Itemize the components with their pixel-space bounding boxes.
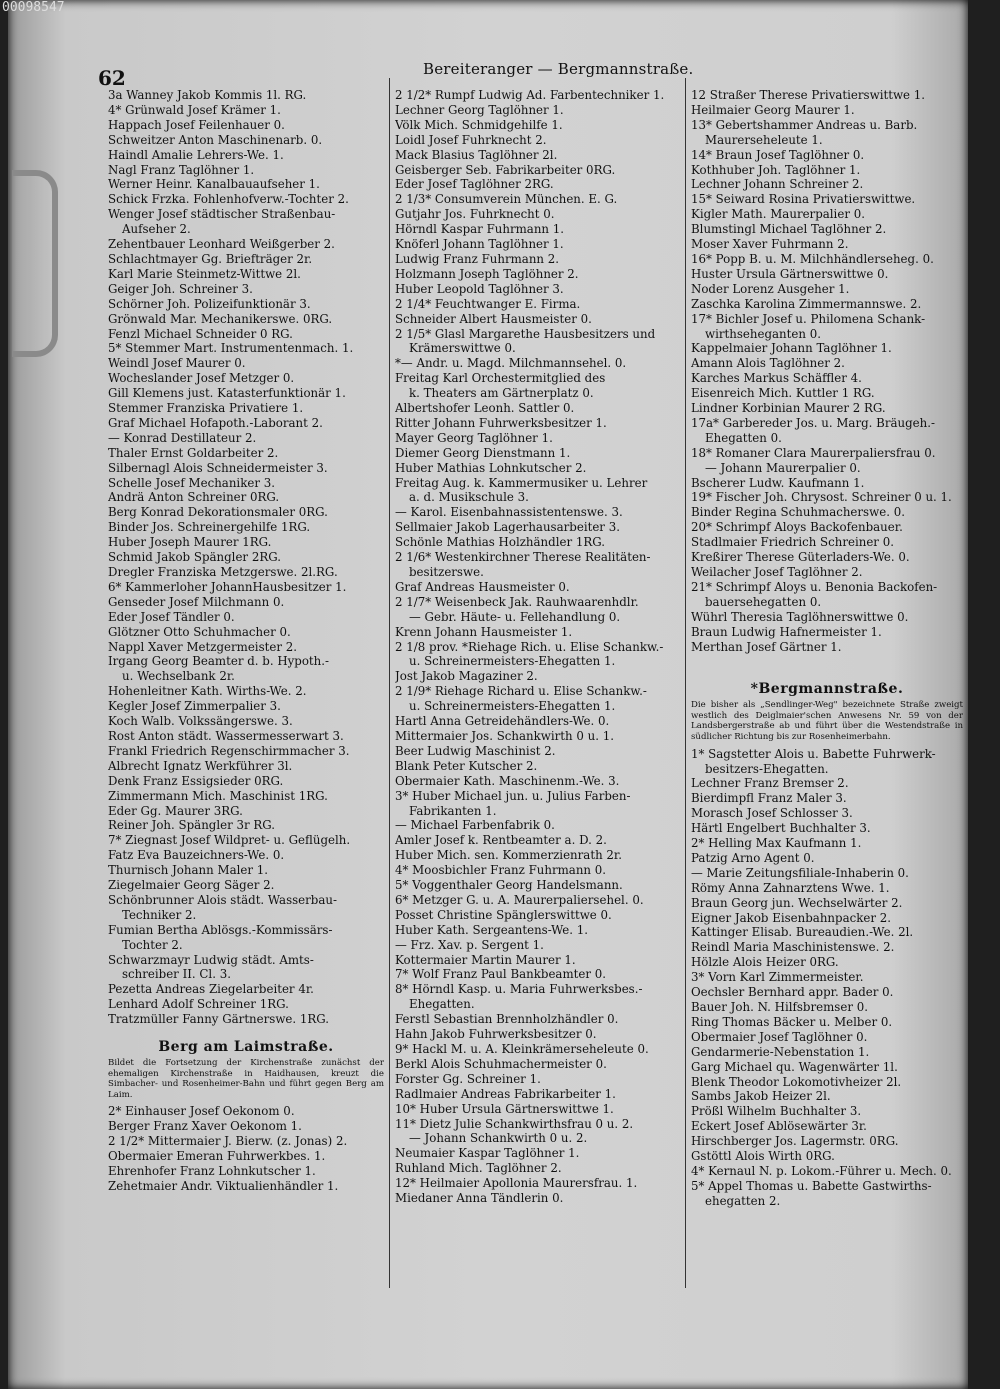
directory-entry: Genseder Josef Milchmann 0. xyxy=(108,594,285,609)
column-left-entries xyxy=(108,88,384,1027)
directory-entry: Schönle Mathias Holzhändler 1RG. xyxy=(395,535,605,550)
directory-entry: Völk Mich. Schmidgehilfe 1. xyxy=(395,117,563,132)
directory-entry: Fatz Eva Bauzeichners-We. 0. xyxy=(108,848,285,863)
directory-entry: Wocheslander Josef Metzger 0. xyxy=(108,371,295,386)
directory-entry: Schlachtmayer Gg. Briefträger 2r. xyxy=(108,251,313,266)
directory-entry: 20* Schrimpf Aloys Backofenbauer. xyxy=(691,520,903,535)
directory-entry: Eisenreich Mich. Kuttler 1 RG. xyxy=(691,386,875,401)
directory-entry: 2 1/2* Rumpf Ludwig Ad. Farbentechniker 1. xyxy=(395,88,665,102)
directory-entry: Huber Kath. Sergeantens-We. 1. xyxy=(395,922,588,937)
directory-entry: Denk Franz Essigsieder 0RG. xyxy=(108,773,284,788)
directory-entry: 16* Popp B. u. M. Milchhändlerseheg. 0. xyxy=(691,251,934,266)
directory-entry: Diemer Georg Dienstmann 1. xyxy=(395,445,571,460)
scanned-page xyxy=(8,0,968,1389)
directory-entry: Blenk Theodor Lokomotivheizer 2l. xyxy=(691,1074,902,1089)
running-head: Bereiteranger — Bergmannstraße. xyxy=(423,60,694,78)
directory-entry: Schneider Albert Hausmeister 0. xyxy=(395,311,592,326)
directory-entry: Binder Jos. Schreinergehilfe 1RG. xyxy=(108,520,311,535)
directory-entry: k. Theaters am Gärtnerplatz 0. xyxy=(409,386,594,401)
directory-entry: Obermaier Emeran Fuhrwerkbes. 1. xyxy=(108,1149,326,1164)
directory-entry: Huber Leopold Taglöhner 3. xyxy=(395,281,564,296)
directory-entry: a. d. Musikschule 3. xyxy=(409,490,529,505)
directory-entry: Koch Walb. Volkssängerswe. 3. xyxy=(108,714,293,729)
directory-entry: 12* Heilmaier Apollonia Maurersfrau. 1. xyxy=(395,1176,638,1191)
directory-entry: 5* Stemmer Mart. Instrumentenmach. 1. xyxy=(108,341,354,356)
directory-entry: Merthan Josef Gärtner 1. xyxy=(691,639,842,654)
directory-entry: Gstöttl Alois Wirth 0RG. xyxy=(691,1149,835,1164)
directory-entry: Schörner Joh. Polizeifunktionär 3. xyxy=(108,296,311,311)
directory-entry: — Gebr. Häute- u. Fellehandlung 0. xyxy=(409,609,621,624)
directory-entry: Ritter Johann Fuhrwerksbesitzer 1. xyxy=(395,415,607,430)
directory-entry: Schönbrunner Alois städt. Wasserbau- xyxy=(108,892,337,907)
directory-entry: Ring Thomas Bäcker u. Melber 0. xyxy=(691,1014,893,1029)
column-left-street-entries xyxy=(108,1104,384,1193)
directory-entry: 1* Sagstetter Alois u. Babette Fuhrwerk- xyxy=(691,746,936,761)
street-heading-bergmannstrasse: *Bergmannstraße. xyxy=(750,681,904,698)
directory-entry: 4* Kernaul N. p. Lokom.-Führer u. Mech. 0. xyxy=(691,1163,952,1178)
directory-entry: Zaschka Karolina Zimmermannswe. 2. xyxy=(691,296,922,311)
directory-entry: Lechner Georg Taglöhner 1. xyxy=(395,102,564,117)
directory-entry: 8* Hörndl Kasp. u. Maria Fuhrwerksbes.- xyxy=(395,982,643,997)
scan-corner-code: 00098547 xyxy=(2,0,65,15)
directory-entry: Ehrenhofer Franz Lohnkutscher 1. xyxy=(108,1164,316,1178)
directory-entry: 4* Moosbichler Franz Fuhrmann 0. xyxy=(395,863,607,878)
directory-entry: Hirschberger Jos. Lagermstr. 0RG. xyxy=(691,1134,899,1149)
directory-entry: Hörndl Kaspar Fuhrmann 1. xyxy=(395,222,565,237)
directory-entry: Karl Marie Steinmetz-Wittwe 2l. xyxy=(108,266,301,281)
directory-entry: Dregler Franziska Metzgerswe. 2l.RG. xyxy=(108,565,338,579)
directory-entry: 4* Grünwald Josef Krämer 1. xyxy=(108,102,281,117)
street-heading-berg-am-laim: Berg am Laimstraße. xyxy=(158,1039,334,1056)
directory-entry: Amann Alois Taglöhner 2. xyxy=(691,356,845,371)
paper-clip xyxy=(12,170,58,357)
directory-entry: Maurerseheleute 1. xyxy=(705,132,823,147)
directory-entry: Ziegelmaier Georg Säger 2. xyxy=(108,878,275,893)
directory-entry: — Konrad Destillateur 2. xyxy=(108,430,257,445)
directory-entry: Fumian Bertha Ablösgs.-Kommissärs- xyxy=(108,922,333,937)
directory-entry: Lechner Johann Schreiner 2. xyxy=(691,177,864,192)
directory-entry: — Johann Maurerpalier 0. xyxy=(705,460,861,475)
directory-entry: Römy Anna Zahnarztens Wwe. 1. xyxy=(691,880,890,895)
directory-entry: Huster Ursula Gärtnerswittwe 0. xyxy=(691,266,889,281)
directory-entry: Geiger Joh. Schreiner 3. xyxy=(108,281,253,296)
directory-entry: Blumstingl Michael Taglöhner 2. xyxy=(691,222,887,237)
directory-entry: 9* Hackl M. u. A. Kleinkrämerseheleute 0. xyxy=(395,1042,649,1056)
directory-entry: Lenhard Adolf Schreiner 1RG. xyxy=(108,997,289,1012)
directory-entry: Silbernagl Alois Schneidermeister 3. xyxy=(108,460,328,475)
directory-entry: Frankl Friedrich Regenschirmmacher 3. xyxy=(108,743,350,758)
directory-entry: Kigler Math. Maurerpalier 0. xyxy=(691,207,865,222)
directory-entry: Ruhland Mich. Taglöhner 2. xyxy=(395,1161,562,1176)
directory-entry: Aufseher 2. xyxy=(122,222,191,237)
directory-entry: Nagl Franz Taglöhner 1. xyxy=(108,162,255,177)
directory-entry: 2* Helling Max Kaufmann 1. xyxy=(691,836,862,851)
directory-entry: 2 1/9* Riehage Richard u. Elise Schankw.- xyxy=(395,684,647,699)
directory-entry: 19* Fischer Joh. Chrysost. Schreiner 0 u. 1. xyxy=(691,490,952,505)
directory-entry: ehegatten 2. xyxy=(705,1193,781,1208)
directory-entry: Zehentbauer Leonhard Weißgerber 2. xyxy=(108,237,335,252)
directory-entry: 5* Voggenthaler Georg Handelsmann. xyxy=(395,878,623,893)
directory-entry: 6* Metzger G. u. A. Maurerpaliersehel. 0. xyxy=(395,892,644,907)
directory-entry: 2 1/7* Weisenbeck Jak. Rauhwaarenhdlr. xyxy=(395,594,639,609)
directory-entry: — Michael Farbenfabrik 0. xyxy=(395,818,555,833)
column-middle-entries xyxy=(395,88,680,1206)
directory-entry: Gutjahr Jos. Fuhrknecht 0. xyxy=(395,207,555,222)
directory-entry: Schweitzer Anton Maschinenarb. 0. xyxy=(108,132,323,147)
directory-entry: Hölzle Alois Heizer 0RG. xyxy=(691,955,839,970)
directory-entry: Gendarmerie-Nebenstation 1. xyxy=(691,1044,870,1059)
directory-entry: besitzers-Ehegatten. xyxy=(705,761,829,776)
directory-entry: 5* Appel Thomas u. Babette Gastwirths- xyxy=(691,1178,932,1193)
street-note-bergmannstrasse: Die bisher als „Sendlinger-Weg" bezeichnete Straße zweigt westlich des Deiglmaier'schen Anwesens Nr. 59 von der Landsbergerstraße ab und führt über die Westendstraße in südlicher Richtung bis zur Rosenheimerbahn. xyxy=(691,700,963,743)
directory-entry: Bscherer Ludw. Kaufmann 1. xyxy=(691,475,865,490)
directory-entry: 15* Seiward Rosina Privatierswittwe. xyxy=(691,192,916,207)
directory-entry: Posset Christine Spänglerswittwe 0. xyxy=(395,907,612,922)
directory-entry: Andrä Anton Schreiner 0RG. xyxy=(108,490,280,505)
directory-entry: 2 1/6* Westenkirchner Therese Realitäten- xyxy=(395,550,651,565)
directory-entry: Ehegatten. xyxy=(409,997,475,1012)
directory-entry: Schelle Josef Mechaniker 3. xyxy=(108,475,275,490)
directory-entry: 11* Dietz Julie Schankwirthsfrau 0 u. 2. xyxy=(395,1116,634,1131)
directory-entry: Hohenleitner Kath. Wirths-We. 2. xyxy=(108,684,307,699)
directory-entry: — Johann Schankwirth 0 u. 2. xyxy=(409,1131,588,1146)
directory-entry: Stadlmaier Friedrich Schreiner 0. xyxy=(691,535,894,550)
directory-entry: 3* Vorn Karl Zimmermeister. xyxy=(691,970,864,985)
directory-entry: Lindner Korbinian Maurer 2 RG. xyxy=(691,401,886,416)
directory-entry: Bauer Joh. N. Hilfsbremser 0. xyxy=(691,1000,868,1015)
directory-entry: Kottermaier Martin Maurer 1. xyxy=(395,952,576,967)
directory-entry: Krenn Johann Hausmeister 1. xyxy=(395,624,573,639)
directory-entry: Braun Ludwig Hafnermeister 1. xyxy=(691,624,882,639)
directory-entry: Weindl Josef Maurer 0. xyxy=(108,356,246,371)
directory-entry: Oechsler Bernhard appr. Bader 0. xyxy=(691,985,894,1000)
directory-entry: schreiber II. Cl. 3. xyxy=(122,967,231,982)
directory-entry: Huber Mich. sen. Kommerzienrath 2r. xyxy=(395,848,623,863)
column-right xyxy=(691,88,963,1209)
directory-entry: 3a Wanney Jakob Kommis 1l. RG. xyxy=(108,88,307,102)
directory-entry: Kegler Josef Zimmerpalier 3. xyxy=(108,699,281,714)
directory-entry: Moser Xaver Fuhrmann 2. xyxy=(691,237,849,252)
directory-entry: bauersehegatten 0. xyxy=(705,594,822,609)
directory-entry: Tochter 2. xyxy=(122,937,183,952)
directory-entry: u. Schreinermeisters-Ehegatten 1. xyxy=(409,654,616,669)
directory-entry: Kreßirer Therese Güterladers-We. 0. xyxy=(691,550,910,565)
spacer xyxy=(691,654,963,669)
directory-entry: Garg Michael qu. Wagenwärter 1l. xyxy=(691,1059,898,1074)
directory-entry: Gill Klemens just. Katasterfunktionär 1. xyxy=(108,386,346,401)
directory-entry: — Marie Zeitungsfiliale-Inhaberin 0. xyxy=(691,865,909,880)
directory-entry: Bierdimpfl Franz Maler 3. xyxy=(691,791,847,806)
directory-entry: Thaler Ernst Goldarbeiter 2. xyxy=(108,445,279,460)
directory-entry: Hahn Jakob Fuhrwerksbesitzer 0. xyxy=(395,1027,597,1042)
directory-entry: Berg Konrad Dekorationsmaler 0RG. xyxy=(108,505,328,520)
directory-entry: Grönwald Mar. Mechanikerswe. 0RG. xyxy=(108,311,333,326)
directory-entry: Eckert Josef Ablösewärter 3r. xyxy=(691,1119,867,1134)
directory-entry: Obermaier Josef Taglöhner 0. xyxy=(691,1029,868,1044)
directory-entry: 17a* Garbereder Jos. u. Marg. Bräugeh.- xyxy=(691,415,935,430)
directory-entry: Freitag Aug. k. Kammermusiker u. Lehrer xyxy=(395,475,648,490)
directory-entry: Krämerswittwe 0. xyxy=(409,341,516,356)
directory-entry: — Karol. Eisenbahnassistentenswe. 3. xyxy=(395,505,623,520)
directory-entry: Sambs Jakob Heizer 2l. xyxy=(691,1089,831,1104)
directory-entry: Ferstl Sebastian Brennholzhändler 0. xyxy=(395,1012,619,1027)
directory-entry: Karches Markus Schäffler 4. xyxy=(691,371,862,386)
directory-entry: 2 1/2* Mittermaier J. Bierw. (z. Jonas) 2. xyxy=(108,1134,348,1149)
directory-entry: Hartl Anna Getreidehändlers-We. 0. xyxy=(395,714,610,729)
directory-entry: 14* Braun Josef Taglöhner 0. xyxy=(691,147,865,162)
directory-entry: Graf Andreas Hausmeister 0. xyxy=(395,579,570,594)
column-left xyxy=(108,88,384,1194)
directory-entry: Schick Frzka. Fohlenhofverw.-Tochter 2. xyxy=(108,192,349,207)
directory-entry: Blank Peter Kutscher 2. xyxy=(395,758,538,773)
directory-entry: Amler Josef k. Rentbeamter a. D. 2. xyxy=(395,833,607,848)
directory-entry: Werner Heinr. Kanalbauaufseher 1. xyxy=(108,177,320,192)
directory-entry: 2 1/5* Glasl Margarethe Hausbesitzers und xyxy=(395,326,656,341)
directory-entry: Tratzmüller Fanny Gärtnerswe. 1RG. xyxy=(108,1012,330,1027)
directory-entry: Huber Mathias Lohnkutscher 2. xyxy=(395,460,587,475)
directory-entry: 7* Wolf Franz Paul Bankbeamter 0. xyxy=(395,967,607,982)
column-rule-1 xyxy=(389,78,390,1288)
directory-entry: Albertshofer Leonh. Sattler 0. xyxy=(395,401,575,416)
directory-entry: Mittermaier Jos. Schankwirth 0 u. 1. xyxy=(395,728,614,743)
directory-entry: Noder Lorenz Ausgeher 1. xyxy=(691,281,850,296)
directory-entry: 21* Schrimpf Aloys u. Benonia Backofen- xyxy=(691,579,938,594)
directory-entry: Nappl Xaver Metzgermeister 2. xyxy=(108,639,297,654)
directory-entry: Freitag Karl Orchestermitglied des xyxy=(395,371,606,386)
directory-entry: Fabrikanten 1. xyxy=(409,803,497,818)
directory-entry: Loidl Josef Fuhrknecht 2. xyxy=(395,132,547,147)
directory-entry: 2 1/4* Feuchtwanger E. Firma. xyxy=(395,296,581,311)
directory-entry: Neumaier Kaspar Taglöhner 1. xyxy=(395,1146,580,1161)
directory-entry: Holzmann Joseph Taglöhner 2. xyxy=(395,266,579,281)
directory-entry: Lechner Franz Bremser 2. xyxy=(691,776,849,791)
directory-entry: Pezetta Andreas Ziegelarbeiter 4r. xyxy=(108,982,314,997)
directory-entry: Beer Ludwig Maschinist 2. xyxy=(395,743,556,758)
directory-entry: Jost Jakob Magaziner 2. xyxy=(395,669,538,684)
directory-entry: u. Schreinermeisters-Ehegatten 1. xyxy=(409,699,616,714)
directory-entry: Berkl Alois Schuhmachermeister 0. xyxy=(395,1056,607,1071)
directory-entry: Kappelmaier Johann Taglöhner 1. xyxy=(691,341,892,356)
directory-entry: 17* Bichler Josef u. Philomena Schank- xyxy=(691,311,926,326)
directory-entry: Forster Gg. Schreiner 1. xyxy=(395,1071,541,1086)
directory-entry: Weilacher Josef Taglöhner 2. xyxy=(691,565,863,579)
column-middle xyxy=(395,88,680,1206)
directory-entry: Kothhuber Joh. Taglöhner 1. xyxy=(691,162,861,177)
directory-entry: Zehetmaier Andr. Viktualienhändler 1. xyxy=(108,1178,339,1193)
directory-entry: 2 1/3* Consumverein München. E. G. xyxy=(395,192,618,207)
directory-entry: Mayer Georg Taglöhner 1. xyxy=(395,430,553,445)
directory-entry: 10* Huber Ursula Gärtnerswittwe 1. xyxy=(395,1101,614,1116)
directory-entry: Wenger Josef städtischer Straßenbau- xyxy=(108,207,336,222)
directory-entry: Huber Joseph Maurer 1RG. xyxy=(108,535,272,550)
directory-entry: Schwarzmayr Ludwig städt. Amts- xyxy=(108,952,314,967)
directory-entry: Glötzner Otto Schuhmacher 0. xyxy=(108,624,291,639)
directory-entry: Rost Anton städt. Wassermesserwart 3. xyxy=(108,728,344,743)
directory-entry: besitzerswe. xyxy=(409,565,484,579)
column-right-street-entries xyxy=(691,747,963,1209)
directory-entry: Berger Franz Xaver Oekonom 1. xyxy=(108,1119,302,1134)
directory-entry: 12 Straßer Therese Privatierswittwe 1. xyxy=(691,88,926,102)
directory-entry: Morasch Josef Schlosser 3. xyxy=(691,806,853,821)
directory-entry: Miedaner Anna Tändlerin 0. xyxy=(395,1191,564,1206)
directory-entry: Stemmer Franziska Privatiere 1. xyxy=(108,401,304,416)
directory-entry: 3* Huber Michael jun. u. Julius Farben- xyxy=(395,788,631,803)
directory-entry: Irgang Georg Beamter d. b. Hypoth.- xyxy=(108,654,329,669)
directory-entry: Kattinger Elisab. Bureaudien.-We. 2l. xyxy=(691,925,914,940)
page-number: 62 xyxy=(98,66,126,90)
directory-entry: Wührl Theresia Taglöhnerswittwe 0. xyxy=(691,609,909,624)
directory-entry: Ludwig Franz Fuhrmann 2. xyxy=(395,251,560,266)
directory-entry: Happach Josef Feilenhauer 0. xyxy=(108,117,285,132)
directory-entry: 13* Gebertshammer Andreas u. Barb. xyxy=(691,117,918,132)
directory-entry: Techniker 2. xyxy=(122,907,197,922)
directory-entry: Ehegatten 0. xyxy=(705,430,782,445)
directory-entry: u. Wechselbank 2r. xyxy=(122,669,235,684)
directory-entry: Binder Regina Schuhmacherswe. 0. xyxy=(691,505,905,520)
directory-entry: Prößl Wilhelm Buchhalter 3. xyxy=(691,1104,862,1119)
directory-entry: Schmid Jakob Spängler 2RG. xyxy=(108,550,281,565)
directory-entry: Thurnisch Johann Maler 1. xyxy=(108,863,269,878)
directory-entry: Haindl Amalie Lehrers-We. 1. xyxy=(108,147,284,162)
directory-entry: Eigner Jakob Eisenbahnpacker 2. xyxy=(691,910,891,925)
directory-entry: Geisberger Seb. Fabrikarbeiter 0RG. xyxy=(395,162,616,177)
directory-entry: — Frz. Xav. p. Sergent 1. xyxy=(395,937,544,952)
directory-entry: *— Andr. u. Magd. Milchmannsehel. 0. xyxy=(395,356,627,371)
directory-entry: Heilmaier Georg Maurer 1. xyxy=(691,102,855,117)
directory-entry: Graf Michael Hofapoth.-Laborant 2. xyxy=(108,415,323,430)
directory-entry: Eder Gg. Maurer 3RG. xyxy=(108,803,243,818)
directory-entry: Obermaier Kath. Maschinenm.-We. 3. xyxy=(395,773,620,788)
directory-entry: 7* Ziegnast Josef Wildpret- u. Geflügelh. xyxy=(108,833,351,848)
directory-entry: Zimmermann Mich. Maschinist 1RG. xyxy=(108,788,328,803)
directory-entry: 2 1/8 prov. *Riehage Rich. u. Elise Schankw.- xyxy=(395,639,664,654)
directory-entry: Braun Georg jun. Wechselwärter 2. xyxy=(691,895,903,910)
directory-entry: wirthseheganten 0. xyxy=(705,326,821,341)
directory-entry: Reindl Maria Maschinistenswe. 2. xyxy=(691,940,895,955)
directory-entry: Reiner Joh. Spängler 3r RG. xyxy=(108,818,276,833)
directory-entry: Sellmaier Jakob Lagerhausarbeiter 3. xyxy=(395,520,620,535)
directory-entry: Eder Josef Tändler 0. xyxy=(108,609,235,624)
directory-entry: Eder Josef Taglöhner 2RG. xyxy=(395,177,554,192)
directory-entry: Härtl Engelbert Buchhalter 3. xyxy=(691,821,871,836)
directory-entry: 2* Einhauser Josef Oekonom 0. xyxy=(108,1104,295,1119)
directory-entry: 18* Romaner Clara Maurerpaliersfrau 0. xyxy=(691,445,936,460)
directory-entry: Fenzl Michael Schneider 0 RG. xyxy=(108,326,293,341)
street-note-berg-am-laim: Bildet die Fortsetzung der Kirchenstraße zunächst der ehemaligen Kirchenstraße in Haidhausen, kreuzt die Simbacher- und Rosenheimer-Bahn und führt gegen Berg am Laim. xyxy=(108,1058,384,1100)
column-rule-2 xyxy=(685,78,686,1288)
directory-entry: Mack Blasius Taglöhner 2l. xyxy=(395,147,558,162)
directory-entry: 6* Kammerloher JohannHausbesitzer 1. xyxy=(108,579,347,594)
column-right-entries xyxy=(691,88,963,654)
directory-entry: Albrecht Ignatz Werkführer 3l. xyxy=(108,758,293,773)
directory-entry: Patzig Arno Agent 0. xyxy=(691,850,815,865)
directory-entry: Knöferl Johann Taglöhner 1. xyxy=(395,237,564,252)
directory-entry: Radlmaier Andreas Fabrikarbeiter 1. xyxy=(395,1086,616,1101)
